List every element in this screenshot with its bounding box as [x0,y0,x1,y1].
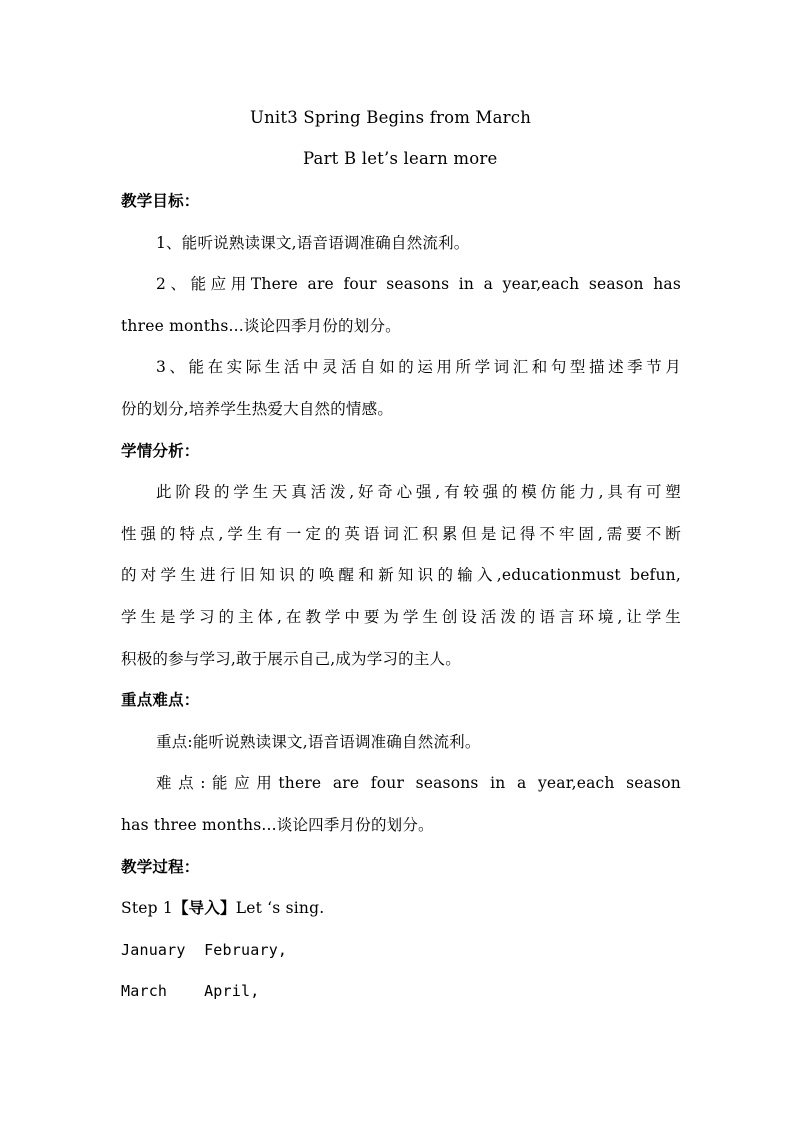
analysis-line-4: 学生是学习的主体,在教学中要为学生创设活泼的语言环境,让学生 [121,608,681,626]
objective-item-2-line-2: three months...谈论四季月份的划分。 [121,317,401,335]
key-point: 重点:能听说熟读课文,语音语调准确自然流利。 [156,733,481,751]
analysis-line-3: 的对学生进行旧知识的唤醒和新知识的输入,educationmust befun, [121,566,681,584]
analysis-line-2: 性强的特点,学生有一定的英语词汇积累但是记得不牢固,需要不断 [121,525,681,543]
song-line-2: March April, [121,982,260,1000]
section-heading-analysis: 学情分析： [121,442,200,460]
objective-item-3-line-2: 份的划分,培养学生热爱大自然的情感。 [121,400,394,418]
step-1-activity: Let ‘s sing. [235,899,325,917]
objective-item-2-line-1: 2、能应用There are four seasons in a year,each season has [156,275,681,293]
section-heading-key-points: 重点难点： [121,691,200,709]
difficult-point-line-2: has three months...谈论四季月份的划分。 [121,816,434,834]
step-1-line [121,897,681,919]
difficult-point-line-1: 难点:能应用there are four seasons in a year,each season [156,774,681,792]
objective-item-3-line-1: 3、能在实际生活中灵活自如的运用所学词汇和句型描述季节月 [156,358,681,376]
document-subtitle: Part B let’s learn more [303,149,498,168]
document-title: Unit3 Spring Begins from March [250,108,532,127]
analysis-line-5: 积极的参与学习,敢于展示自己,成为学习的主人。 [121,650,461,668]
objective-item-1: 1、能听说熟读课文,语音语调准确自然流利。 [156,234,470,252]
section-heading-objectives: 教学目标： [121,192,200,210]
song-line-1: January February, [121,941,288,959]
section-heading-process: 教学过程： [121,858,200,876]
step-1-label: Step 1 [121,899,173,917]
analysis-line-1: 此阶段的学生天真活泼,好奇心强,有较强的模仿能力,具有可塑 [156,483,681,501]
step-1-tag: 【导入】 [172,899,236,917]
